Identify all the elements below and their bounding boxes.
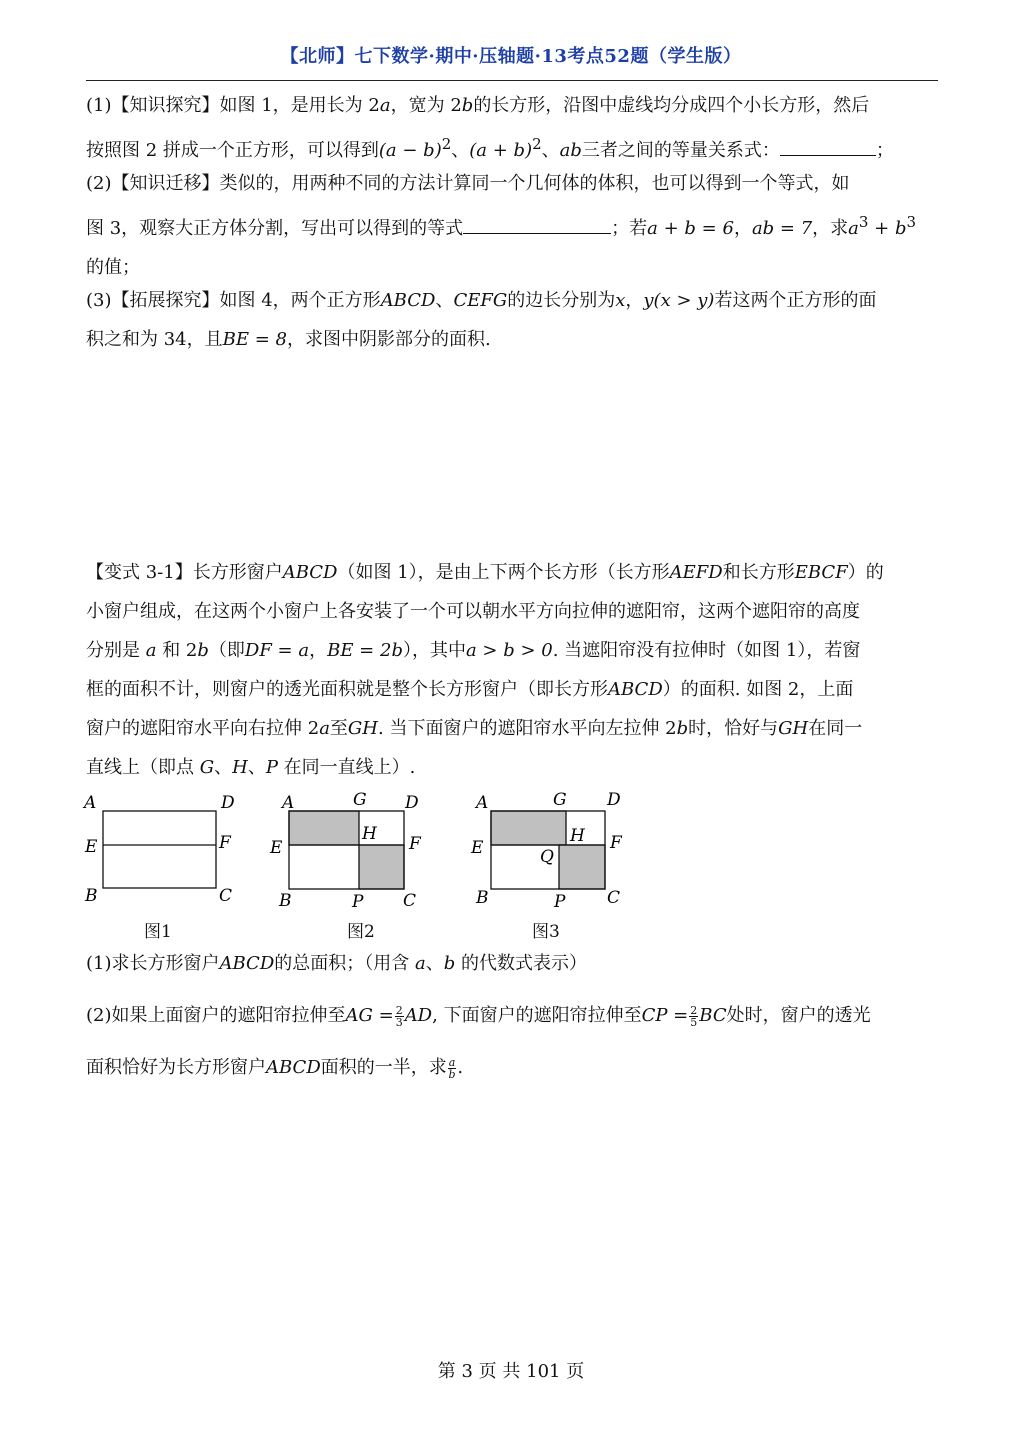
label-C: C [607, 888, 621, 908]
label-H: H [570, 826, 585, 846]
label-Q: Q [540, 847, 554, 867]
figure-1 [78, 786, 248, 916]
problem3-part1: (1)【知识探究】如图 1，是用长为 2a，宽为 2b的长方形，沿图中虚线均分成四个小长方形，然后 按照图 2 拼成一个正方形，可以得到$(a - b)^2$、$(a + b)^2$、ab三者之间的等量关系式： ； [86, 95, 894, 161]
fraction-2-5: $\frac{2}{5}$ [690, 1003, 698, 1029]
label-A: A [476, 793, 489, 813]
figure-3-caption: 图3 [532, 922, 560, 942]
figure-2 [264, 786, 434, 916]
label-C: C [219, 886, 233, 906]
label-F: F [219, 833, 231, 853]
label-G: G [353, 790, 367, 810]
header-rule [86, 80, 938, 81]
fraction-a-b: $\frac{a}{b}$ [448, 1055, 456, 1081]
label-E: E [471, 838, 484, 858]
variant-statement: 【变式 3-1】长方形窗户ABCD（如图 1），是由上下两个长方形（长方形AEFD和长方形EBCF）的 小窗户组成，在这两个小窗户上各安装了一个可以朝水平方向拉伸的遮阳帘，这两个遮阳帘的高度 分别是 a 和 2b（即DF = a，BE = 2b），其中a > b > 0. 当遮阳帘没有拉伸时（如图 1），若窗 框的面积不计，则窗户的透光面积就是整个长方形窗户（即长方形ABCD）的面积. 如图 2，上面 窗户的遮阳帘水平向右拉伸 2a至GH. 当下面窗户的遮阳帘水平向左拉伸 2b时，恰好与GH在同一 直线上（即点 G、H、P 在同一直线上）. [86, 562, 884, 778]
window-rect [103, 811, 216, 888]
label-D: D [405, 793, 419, 813]
lower-blind [559, 845, 605, 889]
label-D: D [221, 793, 235, 813]
problem3-part3: (3)【拓展探究】如图 4，两个正方形ABCD、CEFG的边长分别为x，y(x > y)若这两个正方形的面 积之和为 34，且BE = 8，求图中阴影部分的面积. [86, 290, 877, 350]
upper-blind [289, 811, 359, 845]
problem3-part2: (2)【知识迁移】类似的，用两种不同的方法计算同一个几何体的体积，也可以得到一个等式，如 图 3，观察大正方体分割，写出可以得到的等式 ；若a + b = 6，ab = 7，求$a^3 + b^3$ 的值； [86, 173, 917, 278]
variant-question-1: (1)求长方形窗户ABCD的总面积；（用含 a、b 的代数式表示） [86, 953, 587, 974]
label-H: H [362, 824, 377, 844]
label-B: B [476, 888, 489, 908]
label-P: P [554, 892, 566, 912]
fraction-2-3: $\frac{2}{3}$ [395, 1003, 403, 1029]
label-A: A [84, 793, 97, 813]
label-F: F [610, 833, 622, 853]
label-C: C [403, 891, 417, 911]
answer-blank-1[interactable] [780, 137, 876, 156]
answer-blank-2[interactable] [463, 215, 611, 234]
label-G: G [553, 790, 567, 810]
label-A: A [282, 793, 295, 813]
label-D: D [607, 790, 621, 810]
label-E: E [270, 838, 283, 858]
lower-blind [359, 845, 404, 889]
figure-2-caption: 图2 [347, 922, 375, 942]
label-B: B [85, 886, 98, 906]
label-F: F [409, 834, 421, 854]
figure-3 [466, 786, 636, 916]
label-P: P [352, 892, 364, 912]
page-footer: 第 3 页 共 101 页 [437, 1361, 585, 1382]
label-B: B [279, 891, 292, 911]
upper-blind [491, 811, 566, 845]
page-header: 【北师】七下数学·期中·压轴题·13考点52题（学生版） [280, 46, 742, 67]
label-E: E [85, 837, 98, 857]
variant-question-2: (2)如果上面窗户的遮阳帘拉伸至AG = $\frac{2}{3}$ AD, 下面窗户的遮阳帘拉伸至CP = $\frac{2}{5}$ BC处时，窗户的透光 面积恰好为长方形窗户ABCD面积的一半，求 $\frac{a}{b}$ . [86, 1003, 871, 1081]
figure-1-caption: 图1 [144, 922, 172, 942]
